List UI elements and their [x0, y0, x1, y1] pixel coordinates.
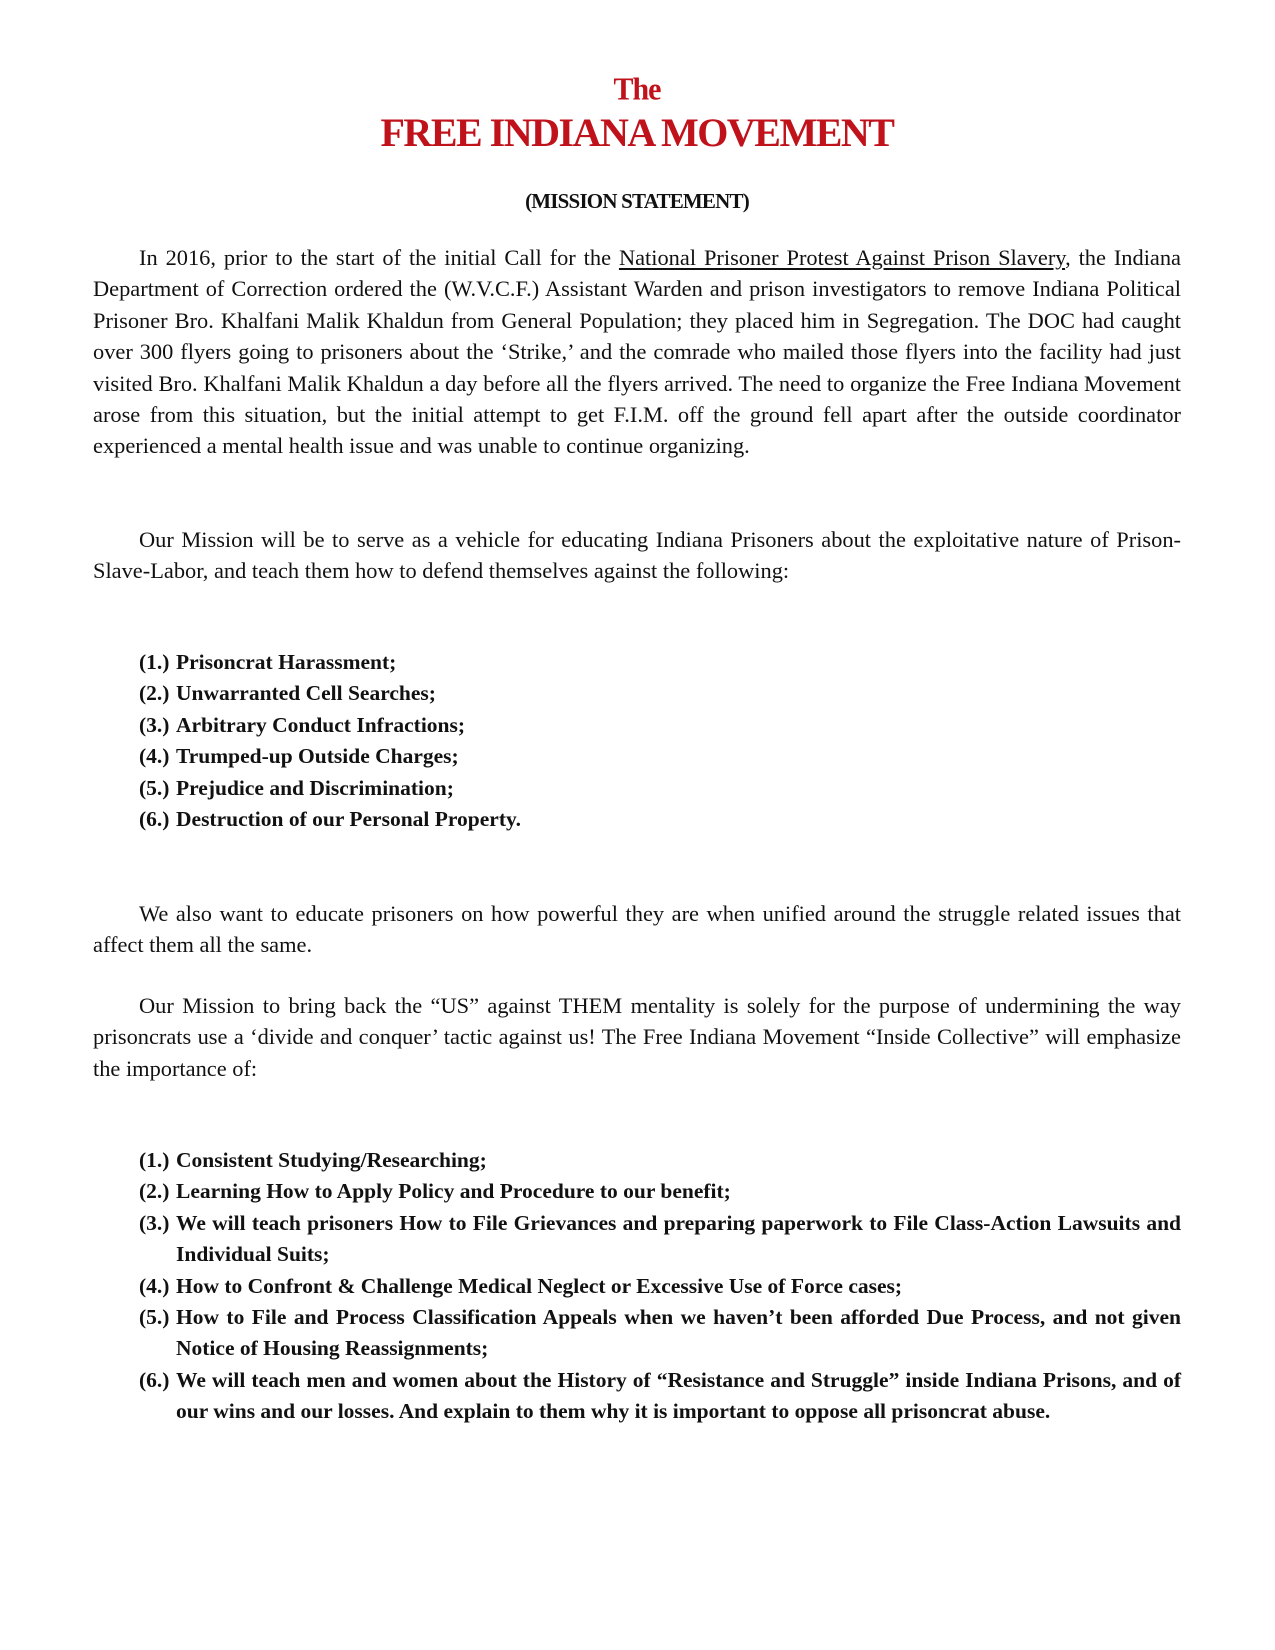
- list-item: [139, 647, 1181, 678]
- protest-link[interactable]: National Prisoner Protest Against Prison Slavery: [618, 245, 1066, 270]
- list-item-text: Consistent Studying/Researching;: [176, 1148, 487, 1172]
- unity-paragraph: We also want to educate prisoners on how powerful they are when unified around the struggle related issues that affect them all the same.: [93, 901, 1181, 958]
- list-item-text: How to File and Process Classification Appeals when we haven’t been afforded Due Process, and not given Notice of Housing Reassignments;: [176, 1305, 1181, 1361]
- list-item: [139, 1145, 1181, 1176]
- list-item: [139, 1271, 1181, 1302]
- list-item-text: Trumped-up Outside Charges;: [176, 744, 459, 769]
- list-item: [139, 710, 1181, 741]
- list-item-text: Unwarranted Cell Searches;: [176, 681, 436, 706]
- list-item: [139, 678, 1181, 709]
- list-item-number: (6.): [139, 1367, 170, 1392]
- section-heading-mission-statement: (MISSION STATEMENT): [525, 189, 749, 213]
- list-item-text: Learning How to Apply Policy and Procedure to our benefit;: [176, 1179, 731, 1204]
- list-item-number: (2.): [139, 681, 170, 706]
- list-item-number: (2.): [139, 1179, 170, 1204]
- intro-paragraph: [93, 242, 1181, 462]
- list-item-number: (4.): [139, 744, 170, 769]
- list-item: [139, 1176, 1181, 1207]
- list-item-text: Prisoncrat Harassment;: [176, 650, 397, 674]
- us-against-them-paragraph: Our Mission to bring back the “US” against THEM mentality is solely for the purpose of undermining the way prisoncrats use a ‘divide and conquer’ tactic against us! The Free Indiana Movement “Inside Collective” will emphasize the importance of:: [93, 993, 1181, 1081]
- intro-text-after-link: , the Indiana Department of Correction ordered the (W.V.C.F.) Assistant Warden and prison investigators to remove Indiana Political Prisoner Bro. Khalfani Malik Khaldun from General Population; they placed him in Segregation. The DOC had caught over 300 flyers going to prisoners about the ‘Strike,’ and the comrade who mailed those flyers into the facility had just visited Bro. Khalfani Malik Khaldun a day before all the flyers arrived. The need to organize the Free Indiana Movement arose from this situation, but the initial attempt to get F.I.M. off the ground fell apart after the outside coordinator experienced a mental health issue and was unable to continue organizing.: [93, 245, 1181, 459]
- list-item: [139, 773, 1181, 804]
- list-item-text: Prejudice and Discrimination;: [176, 775, 454, 800]
- list-item: [139, 741, 1181, 772]
- list-item-text: Destruction of our Personal Property.: [176, 807, 521, 832]
- list-item: [139, 1302, 1181, 1365]
- list-item-number: (1.): [139, 1148, 170, 1172]
- list-item-number: (5.): [139, 1305, 170, 1330]
- list-item-number: (3.): [139, 1210, 170, 1235]
- list-item-text: How to Confront & Challenge Medical Neglect or Excessive Use of Force cases;: [176, 1273, 903, 1298]
- list-item-number: (4.): [139, 1273, 170, 1298]
- list-item-text: We will teach men and women about the History of “Resistance and Struggle” inside Indiana Prisons, and of our wins and our losses. And explain to them why it is important to oppose all prisoncrat abuse.: [176, 1367, 1181, 1424]
- mission-paragraph: Our Mission will be to serve as a vehicle for educating Indiana Prisoners about the exploitative nature of Prison-Slave-Labor, and teach them how to defend themselves against the following:: [93, 527, 1181, 584]
- importance-list: [139, 1145, 1181, 1428]
- list-item-number: (1.): [139, 650, 170, 674]
- list-item-text: We will teach prisoners How to File Grievances and preparing paperwork to File Class-Action Lawsuits and Individual Suits;: [176, 1210, 1181, 1267]
- list-item: [139, 1208, 1181, 1271]
- list-item-text: Arbitrary Conduct Infractions;: [176, 712, 466, 737]
- list-item-number: (3.): [139, 712, 170, 737]
- defense-list: [139, 647, 1181, 835]
- list-item: [139, 1365, 1181, 1428]
- pre-title: The: [613, 72, 661, 107]
- document-title: FREE INDIANA MOVEMENT: [380, 110, 894, 155]
- list-item-number: (5.): [139, 775, 170, 800]
- list-item-number: (6.): [139, 807, 170, 832]
- intro-text-before-link: In 2016, prior to the start of the initial Call for the: [139, 245, 619, 270]
- list-item: [139, 804, 1181, 835]
